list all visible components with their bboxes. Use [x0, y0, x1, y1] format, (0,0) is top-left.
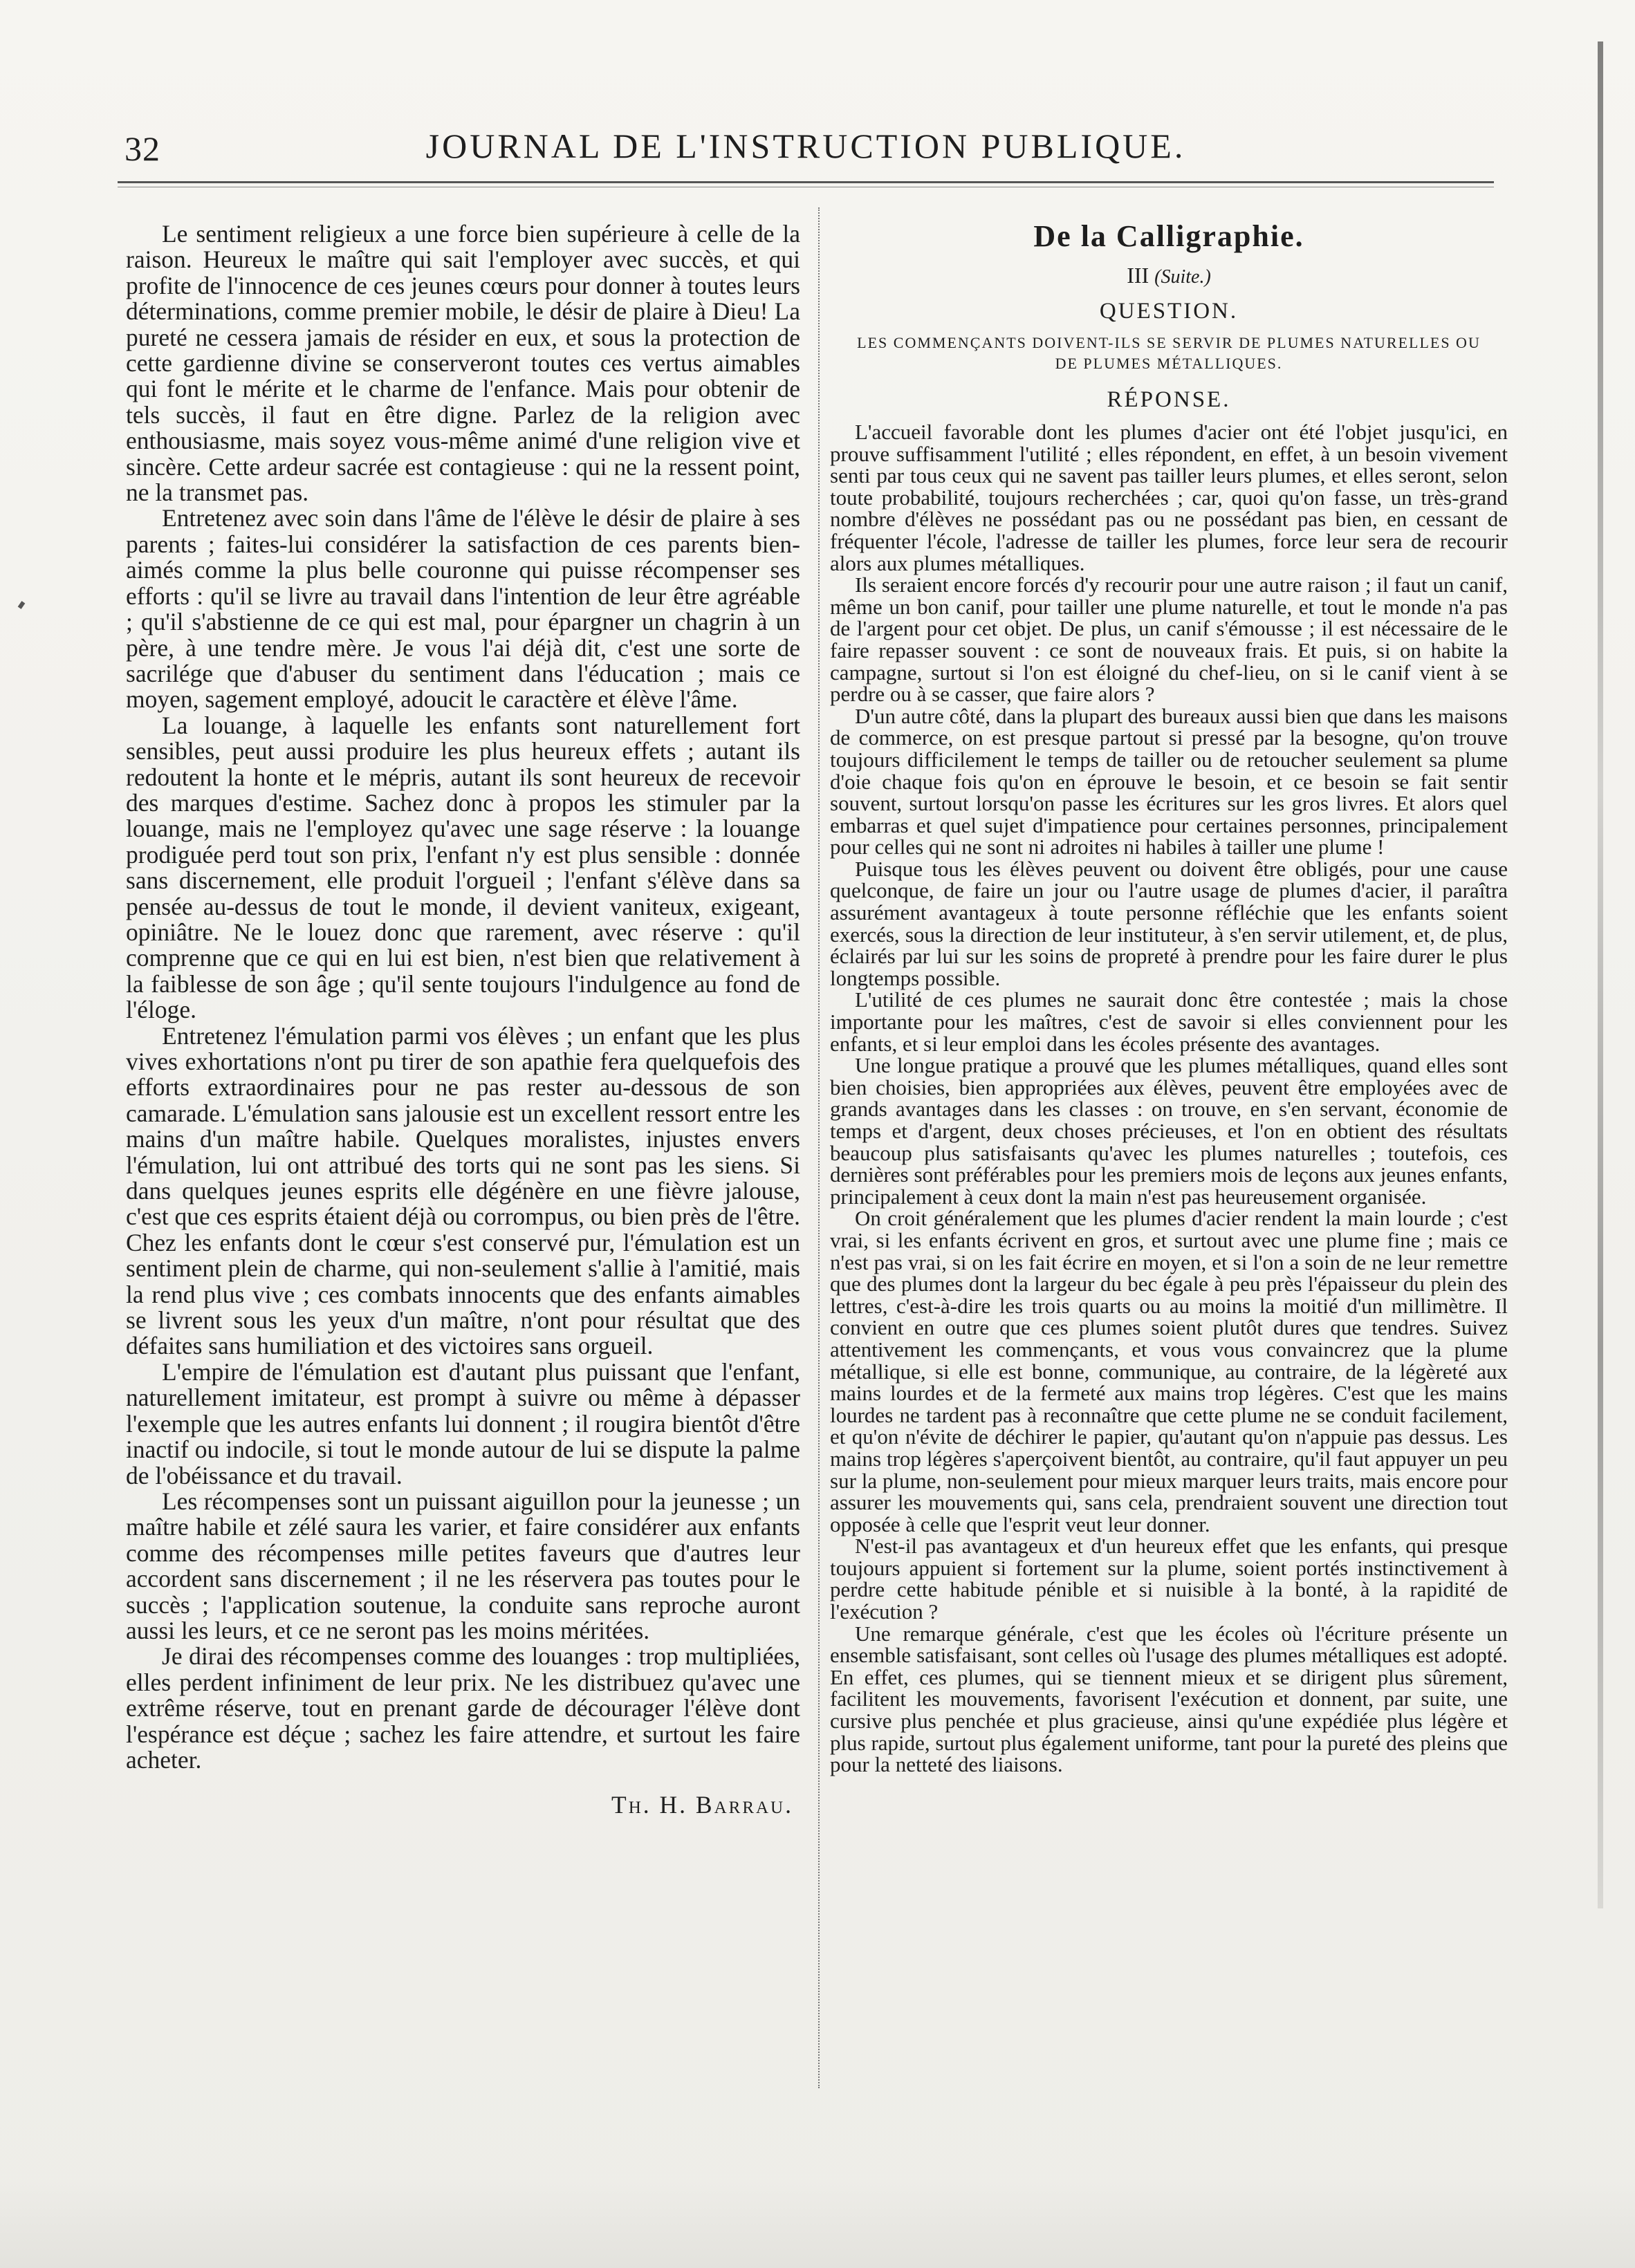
page-number: 32: [124, 129, 160, 168]
answer-heading: RÉPONSE.: [1107, 387, 1231, 412]
right-paragraph: Une longue pratique a prouvé que les plumes métalliques, quand elles sont bien choisies, bien appropriées aux élèves, peuvent être employées avec de grands avantages dans les classes : on trouve, en s'en servant, économie de temps et d'argent, deux choses précieuses, et l'on en obtient des résultats beaucoup plus satisfaisants qu'avec les plumes naturelles ; toutefois, ces dernières sont préférables pour les premiers mois de leçons aux jeunes enfants, principalement à ceux dont la main n'est pas heureusement organisée.: [830, 1053, 1508, 1209]
left-paragraph: La louange, à laquelle les enfants sont naturellement fort sensibles, peut aussi produire les plus heureux effets ; autant ils redoutent la honte et le mépris, autant ils sont heureux de recevoir des marques d'estime. Sachez donc à propos les stimuler par la louange, mais ne l'employez qu'avec une sage réserve : la louange prodiguée perd tout son prix, l'enfant n'y est plus sensible : donnée sans discernement, elle produit l'orgueil ; l'enfant s'élève dans sa pensée au-dessus de tout le monde, il devient vaniteux, exigeant, opiniâtre. Ne le louez donc que rarement, avec réserve : qu'il comprenne que ce qui en lui est bien, n'est bien que relativement à la faiblesse de son âge ; qu'il sente toujours l'indulgence au fond de l'éloge.: [126, 711, 800, 1024]
left-paragraph: Je dirai des récompenses comme des louanges : trop multipliées, elles perdent infiniment de leur prix. Ne les distribuez qu'avec une extrême réserve, tout en prenant garde de décourager l'élève dont l'espérance est déçue ; sachez les faire attendre, et surtout les faire acheter.: [126, 1642, 800, 1774]
section-label-line: [830, 260, 1508, 292]
right-paragraph: N'est-il pas avantageux et d'un heureux effet que les enfants, qui presque toujours appuient si fortement sur la plume, soient portés instinctivement à perdre cette habitude pénible et si nuisible à la bonté, à la rapidité de l'exécution ?: [830, 1534, 1508, 1624]
right-paragraph: Une remarque générale, c'est que les écoles où l'écriture présente un ensemble satisfaisant, sont celles où l'usage des plumes métalliques est adopté. En effet, ces plumes, qui se tiennent mieux et se dirigent plus sûrement, facilitent les mouvements, favorisent l'exécution et donnent, par suite, une cursive plus penchée et plus gracieuse, ainsi qu'une expédiée plus légère et plus rapide, surtout plus également uniforme, tant pour la pureté des pleins que pour la netteté des liaisons.: [830, 1621, 1508, 1777]
left-paragraph: Entretenez l'émulation parmi vos élèves ; un enfant que les plus vives exhortations n'ont pu tirer de son apathie fera quelquefois des efforts extraordinaires pour ne pas rester au-dessous de son camarade. L'émulation sans jalousie est un excellent ressort entre les mains d'un maître habile. Quelques moralistes, injustes envers l'émulation, lui ont attribué des torts qui ne sont pas les siens. Si dans quelques jeunes esprits elle dégénère en une fièvre jalouse, c'est que ces esprits étaient déjà ou corrompus, ou bien près de l'être. Chez les enfants dont le cœur s'est conservé pur, l'émulation est un sentiment plein de charme, qui non-seulement s'allie à l'amitié, mais la rend plus vive ; ces combats innocents que des enfants aimables se livrent sous les yeux d'un maître, n'ont pour résultat que des défaites sans humiliation et des victoires sans orgueil.: [126, 1021, 800, 1360]
section-suffix: (Suite.): [1154, 266, 1211, 288]
left-paragraph: Les récompenses sont un puissant aiguillon pour la jeunesse ; un maître habile et zélé saura les varier, et faire considérer aux enfants comme des récompenses mille petites faveurs que d'autres leur accordent sans discernement ; il ne les réservera pas toutes pour le succès ; l'application soutenue, la conduite sans reproche auront aussi les leurs, et ce ne seront pas les moins méritées.: [126, 1487, 800, 1644]
running-title: JOURNAL DE L'INSTRUCTION PUBLIQUE.: [425, 127, 1186, 165]
page-header: [118, 123, 1494, 178]
right-paragraph: L'utilité de ces plumes ne saurait donc être contestée ; mais la chose importante pour les maîtres, c'est de savoir si elles conviennent pour les enfants, et si leur emploi dans les écoles présente des avantages.: [830, 987, 1508, 1056]
right-paragraph: D'un autre côté, dans la plupart des bureaux aussi bien que dans les maisons de commerce, on est presque partout si pressé par la besogne, qu'on trouve toujours difficilement le temps de tailler ou de retoucher seulement sa plume d'oie chaque fois qu'on en éprouve le besoin, et ce besoin se fait sentir souvent, surtout lorsqu'on passe les écritures sur les gros livres. Et alors quel embarras et quel sujet d'impatience pour certaines personnes, principalement pour celles qui ne sont ni adroites ni habiles à tailler une plume !: [830, 703, 1508, 859]
header-rule: [118, 181, 1494, 183]
right-column: [830, 219, 1508, 1776]
question-heading: QUESTION.: [1099, 299, 1239, 324]
right-paragraph: Puisque tous les élèves peuvent ou doivent être obligés, pour une cause quelconque, de faire un jour ou l'autre usage de plumes d'acier, il paraîtra assurément avantageux à toute personne réfléchie que les enfants soient exercés, sous la direction de leur instituteur, à s'en servir utilement, et, de plus, éclairés par lui sur les soins de propreté à prendre pour les faire durer le plus longtemps possible.: [830, 856, 1508, 990]
left-column: [126, 221, 800, 1819]
margin-mark: [18, 601, 26, 609]
author-signature: Th. H. Barrau.: [611, 1791, 793, 1819]
left-paragraph: Entretenez avec soin dans l'âme de l'élève le désir de plaire à ses parents ; faites-lui considérer la satisfaction de ces parents bien-aimés comme la plus belle couronne qui puisse récompenser ses efforts : qu'il se livre au travail dans l'intention de leur être agréable ; qu'il s'abstienne de ce qui est mal, pour épargner un chagrin à un père, à une tendre mère. Je vous l'ai déjà dit, c'est une sorte de sacrilége que d'abuser du sentiment dans l'éducation ; mais ce moyen, sagement employé, adoucit le caractère et élève l'âme.: [126, 504, 800, 714]
right-paragraph: L'accueil favorable dont les plumes d'acier ont été l'objet jusqu'ici, en prouve suffisamment l'utilité ; elles répondent, en effet, à un besoin vivement senti par tous ceux qui ne savent pas tailler leurs plumes, et elles seront, selon toute probabilité, toujours recherchées ; car, quoi qu'on fasse, un très-grand nombre d'élèves ne possédant pas ou ne possédant pas bien, en cessant de fréquenter l'école, l'adresse de tailler les plumes, force leur sera de recourir alors aux plumes métalliques.: [830, 420, 1508, 575]
right-paragraph: On croit généralement que les plumes d'acier rendent la main lourde ; c'est vrai, si les enfants écrivent en gros, et surtout avec une plume fine ; mais ce n'est pas vrai, si on les fait écrire en moyen, et si l'on a soin de ne leur remettre que des plumes dont la largeur du bec égale à peu près l'épaisseur du plein des lettres, c'est-à-dire les trois quarts ou au moins la moitié d'un millimètre. Il convient en outre que ces plumes soient plutôt dures que tendres. Suivez attentivement les commençants, et vous vous convaincrez que la plume métallique, si elle est bonne, communique, au contraire, de la légèreté aux mains lourdes et de la fermeté aux mains trop légères. C'est que les mains lourdes ne tardent pas à reconnaître que cette plume ne se conduit facilement, et qu'on n'évite de déchirer le papier, qu'autant qu'on n'appuie pas dessus. Les mains trop légères s'aperçoivent bientôt, au contraire, qu'il faut appuyer un peu sur la plume, non-seulement pour mieux marquer leurs traits, mais encore pour assurer les mouvements qui, sans cela, prendraient souvent une direction tout opposée à celle que l'esprit veut leur donner.: [830, 1206, 1508, 1536]
right-paragraph: Ils seraient encore forcés d'y recourir pour une autre raison ; il faut un canif, même un bon canif, pour tailler une plume naturelle, et tout le monde n'a pas de l'argent pour cet objet. De plus, un canif s'émousse ; il est nécessaire de le faire repasser souvent : ce sont de nouveaux frais. Et puis, si on habite la campagne, surtout si l'on est éloigné du chef-lieu, on si le canif vient à se perdre ou à se casser, que faire alors ?: [830, 573, 1508, 707]
left-paragraph: Le sentiment religieux a une force bien supérieure à celle de la raison. Heureux le maître qui sait l'employer avec succès, et qui profite de l'innocence de ces jeunes cœurs pour donner à toutes leurs déterminations, comme premier mobile, le désir de plaire à Dieu! La pureté ne cessera jamais de résider en eux, et sous la protection de cette gardienne divine se conserveront toutes ces vertus aimables qui font le mérite et le charme de l'enfance. Mais pour obtenir de tels succès, il faut en être digne. Parlez de la religion avec enthousiasme, mais soyez vous-même animé d'une religion vive et sincère. Cette ardeur sacrée est contagieuse : qui ne la ressent point, ne la transmet pas.: [126, 220, 800, 507]
question-text: LES COMMENÇANTS DOIVENT-ILS SE SERVIR DE PLUMES NATURELLES OU DE PLUMES MÉTALLIQUES.: [857, 334, 1481, 372]
column-divider: [818, 207, 820, 2088]
binding-edge-shadow: [1598, 41, 1603, 1908]
section-number: III: [1127, 263, 1149, 288]
article-title: De la Calligraphie.: [1033, 219, 1304, 253]
bottom-margin: [0, 2178, 1635, 2268]
left-paragraph: L'empire de l'émulation est d'autant plus puissant que l'enfant, naturellement imitateur, est prompt à suivre ou même à dépasser l'exemple que les autres enfants lui donnent ; il rougira bientôt d'être inactif ou indocile, si tout le monde autour de lui se dispute la palme de l'obéissance et du travail.: [126, 1357, 800, 1489]
